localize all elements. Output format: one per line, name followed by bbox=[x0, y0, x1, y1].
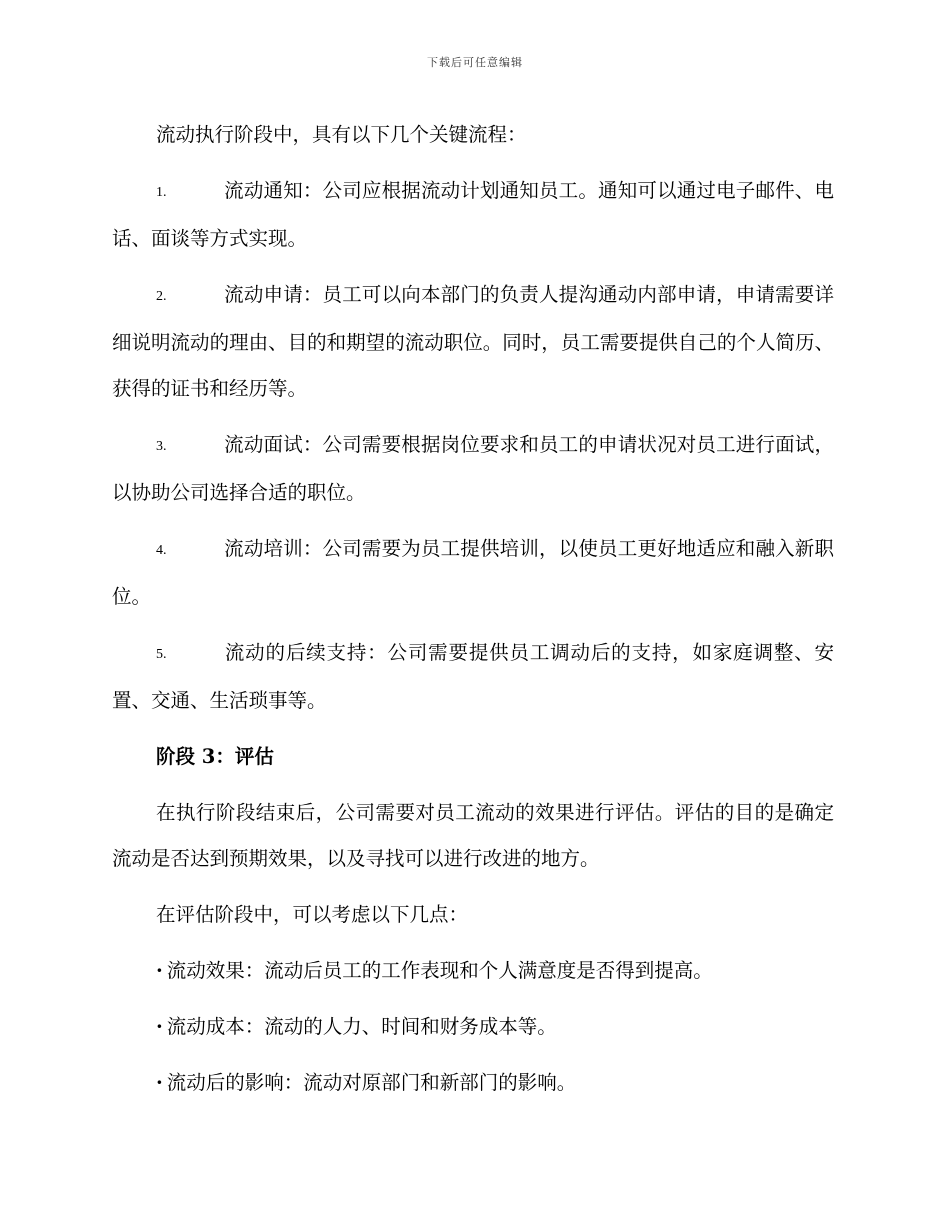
step-item-2 bbox=[112, 272, 834, 412]
section-heading: 阶段 3：评估 bbox=[156, 745, 274, 768]
step-item-5 bbox=[112, 630, 834, 724]
bullet-mark: · bbox=[156, 959, 163, 982]
step-item-1 bbox=[112, 168, 834, 262]
step-text: 流动的后续支持：公司需要提供员工调动后的支持，如家庭调整、安置、交通、生活琐事等。 bbox=[112, 641, 834, 712]
section-paragraph: 在执行阶段结束后，公司需要对员工流动的效果进行评估。评估的目的是确定流动是否达到预期效果，以及寻找可以进行改进的地方。 bbox=[112, 801, 834, 870]
bullet-item-1 bbox=[112, 948, 834, 994]
step-text: 流动通知：公司应根据流动计划通知员工。通知可以通过电子邮件、电话、面谈等方式实现。 bbox=[112, 179, 834, 250]
step-number: 3. bbox=[156, 439, 167, 454]
step-item-4 bbox=[112, 526, 834, 620]
bullet-item-3 bbox=[112, 1060, 834, 1106]
page-header: 下载后可任意编辑 bbox=[427, 56, 523, 69]
document-body bbox=[112, 112, 834, 1116]
bullet-item-2 bbox=[112, 1004, 834, 1050]
bullet-text: 流动后的影响：流动对原部门和新部门的影响。 bbox=[166, 1071, 577, 1094]
step-number: 5. bbox=[156, 647, 167, 662]
bullet-mark: · bbox=[156, 1015, 163, 1038]
bullet-text: 流动效果：流动后员工的工作表现和个人满意度是否得到提高。 bbox=[166, 959, 713, 982]
step-text: 流动面试：公司需要根据岗位要求和员工的申请状况对员工进行面试，以协助公司选择合适的职位。 bbox=[112, 433, 834, 504]
step-number: 4. bbox=[156, 543, 167, 558]
intro-paragraph: 流动执行阶段中，具有以下几个关键流程： bbox=[156, 123, 527, 146]
step-number: 1. bbox=[156, 185, 167, 200]
step-item-3 bbox=[112, 422, 834, 516]
bullet-mark: · bbox=[156, 1071, 163, 1094]
step-text: 流动培训：公司需要为员工提供培训，以使员工更好地适应和融入新职位。 bbox=[112, 537, 834, 608]
section-intro: 在评估阶段中，可以考虑以下几点： bbox=[156, 903, 469, 926]
bullet-text: 流动成本：流动的人力、时间和财务成本等。 bbox=[166, 1015, 557, 1038]
step-number: 2. bbox=[156, 289, 167, 304]
step-text: 流动申请：员工可以向本部门的负责人提沟通动内部申请，申请需要详细说明流动的理由、目的和期望的流动职位。同时，员工需要提供自己的个人简历、获得的证书和经历等。 bbox=[112, 283, 834, 400]
